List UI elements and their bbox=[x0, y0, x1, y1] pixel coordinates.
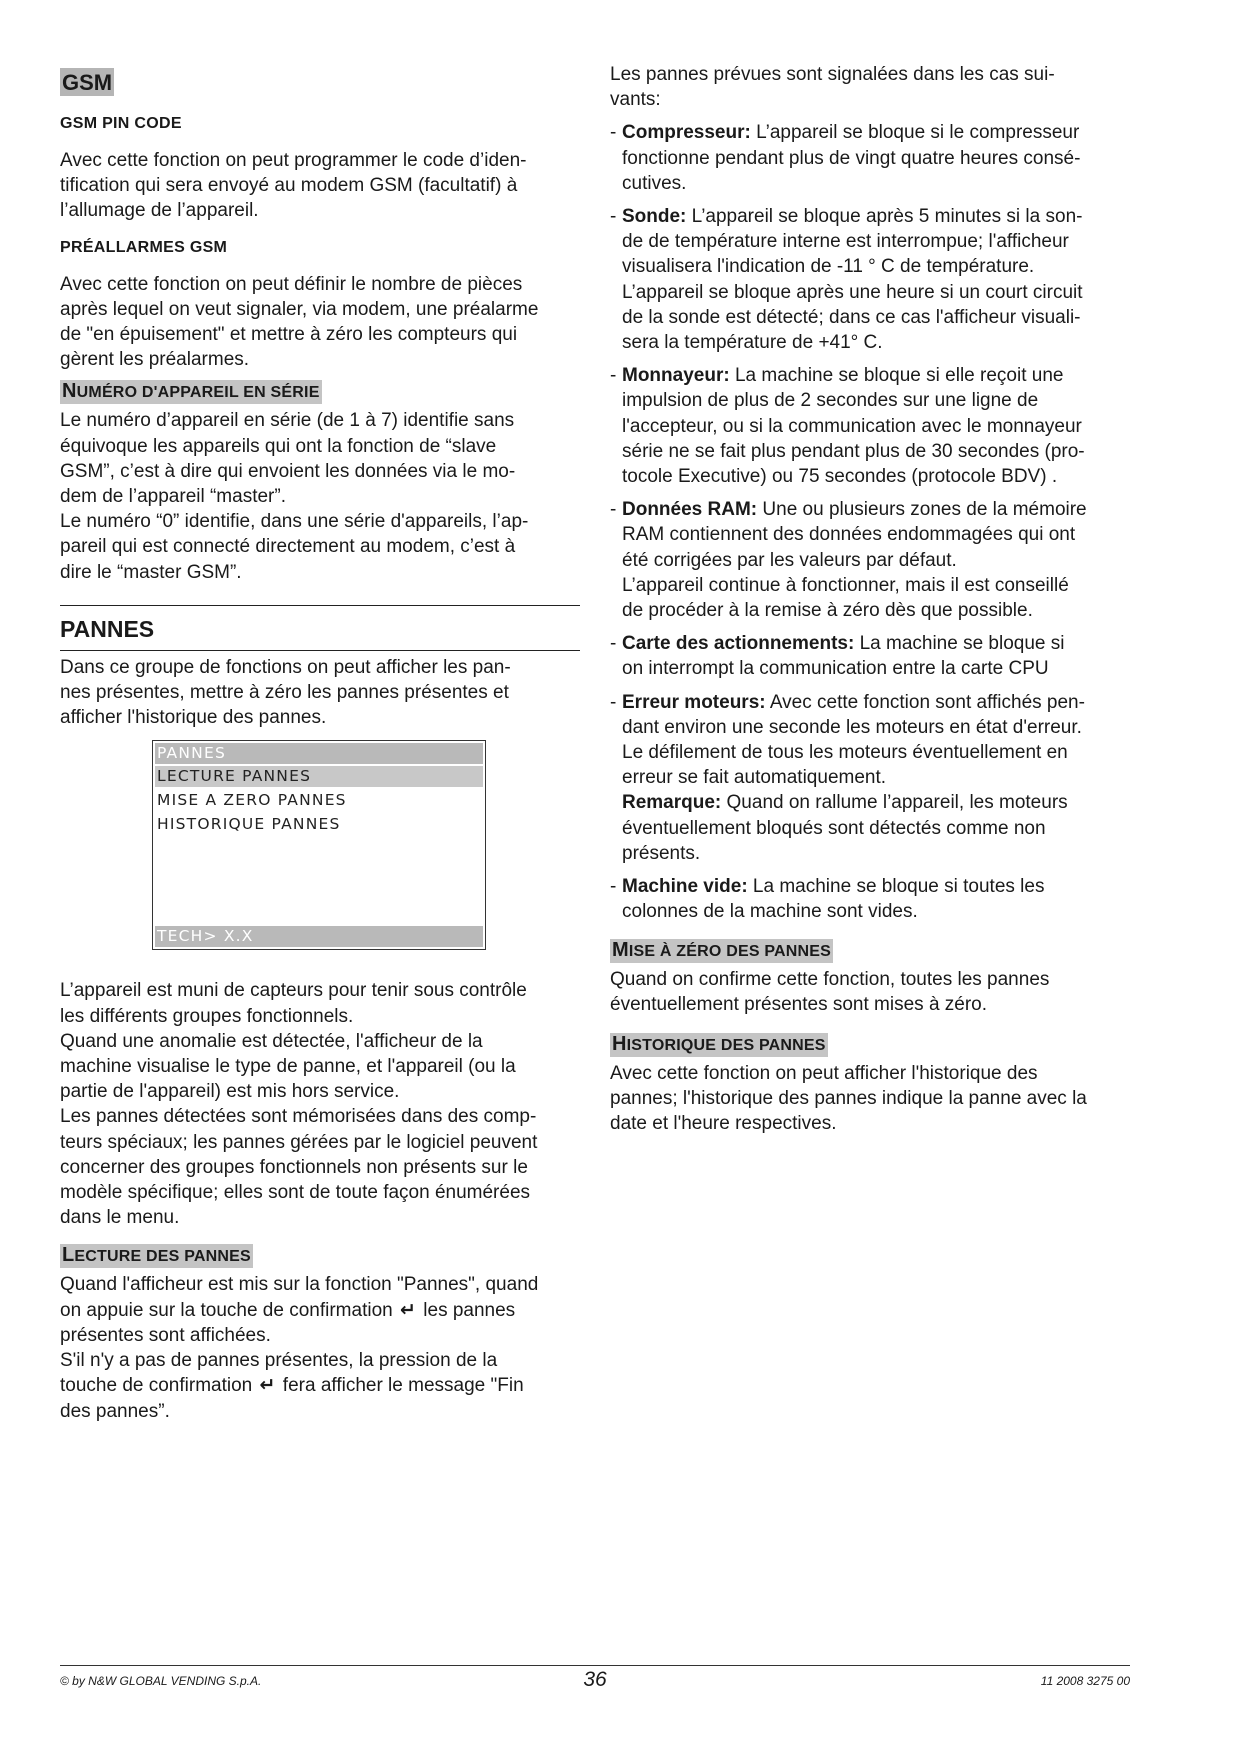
text-line: éventuellement présentes sont mises à zéro. bbox=[610, 993, 988, 1015]
text-line: date et l'heure respectives. bbox=[610, 1113, 837, 1135]
text-line: après lequel on veut signaler, via modem, une préalarme bbox=[60, 298, 539, 320]
lcd-item-mise-a-zero[interactable]: MISE A ZERO PANNES bbox=[157, 791, 347, 810]
text-line: série ne se fait plus pendant plus de 30 secondes (pro- bbox=[622, 440, 1085, 462]
text-line: Les pannes détectées sont mémorisées dans des comp- bbox=[60, 1106, 537, 1128]
text-line bbox=[60, 1298, 580, 1323]
item-label: Erreur moteurs: bbox=[622, 691, 766, 713]
text-line: L’appareil continue à fonctionner, mais il est conseillé bbox=[622, 574, 1069, 596]
text-line: l’allumage de l’appareil. bbox=[60, 200, 259, 222]
text-line: RAM contiennent des données endommagées qui ont bbox=[622, 524, 1076, 546]
text-line: S'il n'y a pas de pannes présentes, la pression de la bbox=[60, 1350, 498, 1372]
panne-item-sonde: - Sonde: L’appareil se bloque après 5 minutes si la son- de de température interne est interrompue; l'afficheur visualisera l'indication de -11 ° C de température. L’appareil se bloque après une heure si un court circuit de la sonde est détecté; dans ce cas l'afficheur visuali- sera la température de +41° C. bbox=[610, 204, 1130, 355]
lecture-pannes-text bbox=[60, 1272, 580, 1423]
text-line: tification qui sera envoyé au modem GSM (facultatif) à bbox=[60, 175, 518, 197]
text-line: présentes sont affichées. bbox=[60, 1324, 271, 1346]
text-line: sera la température de +41° C. bbox=[622, 332, 883, 354]
text-line: GSM”, c’est à dire qui envoient les données via le mo- bbox=[60, 460, 516, 482]
item-label: Monnayeur: bbox=[622, 365, 730, 387]
text-line: modèle spécifique; elles sont de toute façon énumérées bbox=[60, 1182, 531, 1204]
pannes-prevues-intro bbox=[610, 62, 1130, 112]
text-line: dire le “master GSM”. bbox=[60, 561, 242, 583]
enter-key-icon: ↵ bbox=[400, 1299, 416, 1321]
capteurs-text bbox=[60, 978, 580, 1230]
text-line: dans le menu. bbox=[60, 1207, 180, 1229]
text-part: Avec cette fonction sont affichés pen- bbox=[765, 691, 1085, 713]
text-line: Avec cette fonction on peut définir le nombre de pièces bbox=[60, 273, 523, 295]
panne-item-monnayeur: - Monnayeur: La machine se bloque si elle reçoit une impulsion de plus de 2 secondes sur une ligne de l'accepteur, ou si la communication avec le monnayeur série ne se fait plus pendant plus de 30 secondes (pro- tocole Executive) ou 75 secondes (protocole BDV) . bbox=[610, 363, 1130, 489]
left-column bbox=[60, 62, 580, 1424]
heading-rest: UMÉRO D'APPAREIL EN SÉRIE bbox=[76, 384, 320, 402]
pannes-heading: PANNES bbox=[60, 615, 155, 642]
gsm-pin-heading: GSM PIN CODE bbox=[60, 115, 182, 132]
panne-item-erreur-moteurs: - Erreur moteurs: Avec cette fonction sont affichés pen- dant environ une seconde les moteurs en état d'erreur. Le défilement de tous les moteurs éventuellement en erreur se fait automatiquement. Remarque: Quand on rallume l’appareil, les moteurs éventuellement bloqués sont détectés comme non présents. bbox=[610, 690, 1130, 866]
enter-key-icon: ↵ bbox=[259, 1375, 276, 1397]
text-line: colonnes de la machine sont vides. bbox=[622, 901, 918, 923]
text-line: Le numéro d’appareil en série (de 1 à 7) identifie sans bbox=[60, 410, 515, 432]
text-part: touche de confirmation bbox=[60, 1375, 253, 1397]
text-line: Quand une anomalie est détectée, l'afficheur de la bbox=[60, 1030, 483, 1052]
lcd-item-lecture-pannes[interactable]: LECTURE PANNES bbox=[155, 766, 483, 787]
numero-serie-text bbox=[60, 408, 580, 584]
text-line: vants: bbox=[610, 89, 661, 111]
text-line: pannes; l'historique des pannes indique la panne avec la bbox=[610, 1088, 1087, 1110]
heading-initial: N bbox=[62, 380, 77, 403]
text-line: Avec cette fonction on peut programmer le code d’iden- bbox=[60, 150, 527, 171]
lcd-title: PANNES bbox=[155, 743, 483, 764]
page-footer bbox=[60, 1665, 1130, 1691]
historique-text bbox=[610, 1061, 1130, 1137]
gsm-pin-text bbox=[60, 148, 580, 224]
text-line: impulsion de plus de 2 secondes sur une ligne de bbox=[622, 390, 1039, 412]
text-line: de de température interne est interrompue; l'afficheur bbox=[622, 231, 1069, 253]
text-line bbox=[60, 1373, 580, 1398]
text-part: L’appareil se bloque après 5 minutes si la son- bbox=[686, 206, 1083, 228]
text-line: éventuellement bloqués sont détectés comme non bbox=[622, 817, 1046, 839]
divider bbox=[60, 650, 580, 651]
text-part: La machine se bloque si elle reçoit une bbox=[729, 365, 1064, 387]
numero-serie-heading bbox=[60, 380, 322, 404]
text-line: fonctionne pendant plus de vingt quatre heures consé- bbox=[622, 147, 1081, 169]
lecture-pannes-heading bbox=[60, 1244, 253, 1268]
panne-item-machine-vide: - Machine vide: La machine se bloque si toutes les colonnes de la machine sont vides. bbox=[610, 874, 1130, 924]
heading-rest: ECTURE DES PANNES bbox=[74, 1248, 251, 1266]
historique-heading bbox=[610, 1033, 828, 1057]
text-part: on appuie sur la touche de confirmation bbox=[60, 1299, 393, 1321]
text-line: cutives. bbox=[622, 172, 687, 194]
item-label: Sonde: bbox=[622, 206, 687, 228]
text-line: visualisera l'indication de -11 ° C de température. bbox=[622, 256, 1035, 278]
item-label: Carte des actionnements: bbox=[622, 633, 855, 655]
text-part: les pannes bbox=[423, 1299, 516, 1321]
text-line: machine visualise le type de panne, et l'appareil (ou la bbox=[60, 1056, 516, 1078]
text-line: les différents groupes fonctionnels. bbox=[60, 1005, 354, 1027]
page-number: 36 bbox=[583, 1668, 607, 1691]
text-line: L’appareil est muni de capteurs pour tenir sous contrôle bbox=[60, 980, 527, 1002]
item-label: Machine vide: bbox=[622, 876, 748, 898]
heading-initial: M bbox=[612, 938, 629, 961]
prealarmes-text bbox=[60, 272, 580, 373]
item-label: Données RAM: bbox=[622, 499, 758, 521]
text-part: Une ou plusieurs zones de la mémoire bbox=[757, 499, 1087, 521]
text-line: de la sonde est détecté; dans ce cas l'afficheur visuali- bbox=[622, 306, 1081, 328]
panne-item-carte-actionnements: - Carte des actionnements: La machine se bloque si on interrompt la communication entre la carte CPU bbox=[610, 631, 1130, 681]
text-part: L’appareil se bloque si le compresseur bbox=[750, 122, 1080, 144]
text-line: de "en épuisement" et mettre à zéro les compteurs qui bbox=[60, 324, 518, 346]
text-line: de procéder à la remise à zéro dès que possible. bbox=[622, 600, 1033, 622]
text-line: gèrent les préalarmes. bbox=[60, 349, 250, 371]
text-line: nes présentes, mettre à zéro les pannes présentes et bbox=[60, 682, 509, 704]
text-line: afficher l'historique des pannes. bbox=[60, 707, 327, 729]
heading-rest: ISTORIQUE DES PANNES bbox=[626, 1036, 826, 1054]
text-line: présents. bbox=[622, 842, 701, 864]
item-label: Compresseur: bbox=[622, 122, 751, 144]
lcd-item-historique[interactable]: HISTORIQUE PANNES bbox=[157, 815, 341, 834]
text-line: erreur se fait automatiquement. bbox=[622, 767, 887, 789]
text-line: Dans ce groupe de fonctions on peut afficher les pan- bbox=[60, 656, 511, 678]
text-line: partie de l'appareil) est mis hors service. bbox=[60, 1081, 400, 1103]
text-line: Le défilement de tous les moteurs éventuellement en bbox=[622, 742, 1068, 764]
text-part: Quand on rallume l’appareil, les moteurs bbox=[721, 792, 1068, 814]
text-line: tocole Executive) ou 75 secondes (protocole BDV) . bbox=[622, 466, 1058, 488]
heading-initial: H bbox=[612, 1032, 627, 1055]
right-column bbox=[610, 62, 1130, 1137]
text-line: l'accepteur, ou si la communication avec le monnayeur bbox=[622, 415, 1082, 437]
text-line: teurs spéciaux; les pannes gérées par le logiciel peuvent bbox=[60, 1131, 538, 1153]
prealarmes-heading: PRÉALLARMES GSM bbox=[60, 238, 228, 256]
heading-initial: L bbox=[62, 1244, 75, 1267]
text-line: dem de l’appareil “master”. bbox=[60, 486, 286, 508]
text-line: Les pannes prévues sont signalées dans les cas sui- bbox=[610, 64, 1055, 85]
text-part: La machine se bloque si toutes les bbox=[747, 876, 1045, 898]
text-line: pareil qui est connecté directement au modem, c’est à bbox=[60, 536, 516, 558]
text-line: Quand on confirme cette fonction, toutes les pannes bbox=[610, 968, 1050, 990]
lcd-footer: TECH> X.X bbox=[155, 926, 483, 947]
text-line: Quand l'afficheur est mis sur la fonction "Pannes", quand bbox=[60, 1274, 539, 1296]
text-line: Avec cette fonction on peut afficher l'historique des bbox=[610, 1062, 1038, 1084]
text-line: concerner des groupes fonctionnels non présents sur le bbox=[60, 1156, 528, 1178]
divider bbox=[60, 605, 580, 606]
mise-a-zero-text bbox=[610, 967, 1130, 1017]
text-line: L’appareil se bloque après une heure si un court circuit bbox=[622, 281, 1083, 303]
text-line: été corrigées par les valeurs par défaut. bbox=[622, 549, 957, 571]
heading-rest: ISE À ZÉRO DES PANNES bbox=[628, 942, 832, 960]
text-line: on interrompt la communication entre la carte CPU bbox=[622, 658, 1049, 680]
text-line: des pannes”. bbox=[60, 1400, 170, 1422]
document-code: 11 2008 3275 00 bbox=[1040, 1674, 1130, 1688]
text-part: fera afficher le message "Fin bbox=[282, 1375, 524, 1397]
lcd-display bbox=[152, 740, 486, 950]
text-part: La machine se bloque si bbox=[854, 633, 1065, 655]
remarque-label: Remarque: bbox=[622, 792, 722, 814]
text-line: équivoque les appareils qui ont la fonction de “slave bbox=[60, 435, 497, 457]
text-line: dant environ une seconde les moteurs en état d'erreur. bbox=[622, 716, 1082, 738]
panne-item-compresseur: - Compresseur: L’appareil se bloque si le compresseur fonctionne pendant plus de vingt quatre heures consé- cutives. bbox=[610, 120, 1130, 196]
pannes-intro-text bbox=[60, 655, 580, 731]
gsm-heading: GSM bbox=[62, 70, 113, 95]
panne-item-donnees-ram: - Données RAM: Une ou plusieurs zones de la mémoire RAM contiennent des données endommagées qui ont été corrigées par les valeurs par défaut. L’appareil continue à fonctionner, mais il est conseillé de procéder à la remise à zéro dès que possible. bbox=[610, 497, 1130, 623]
mise-a-zero-heading bbox=[610, 939, 833, 963]
text-line: Le numéro “0” identifie, dans une série d'appareils, l’ap- bbox=[60, 511, 529, 533]
copyright: © by N&W GLOBAL VENDING S.p.A. bbox=[60, 1674, 262, 1688]
